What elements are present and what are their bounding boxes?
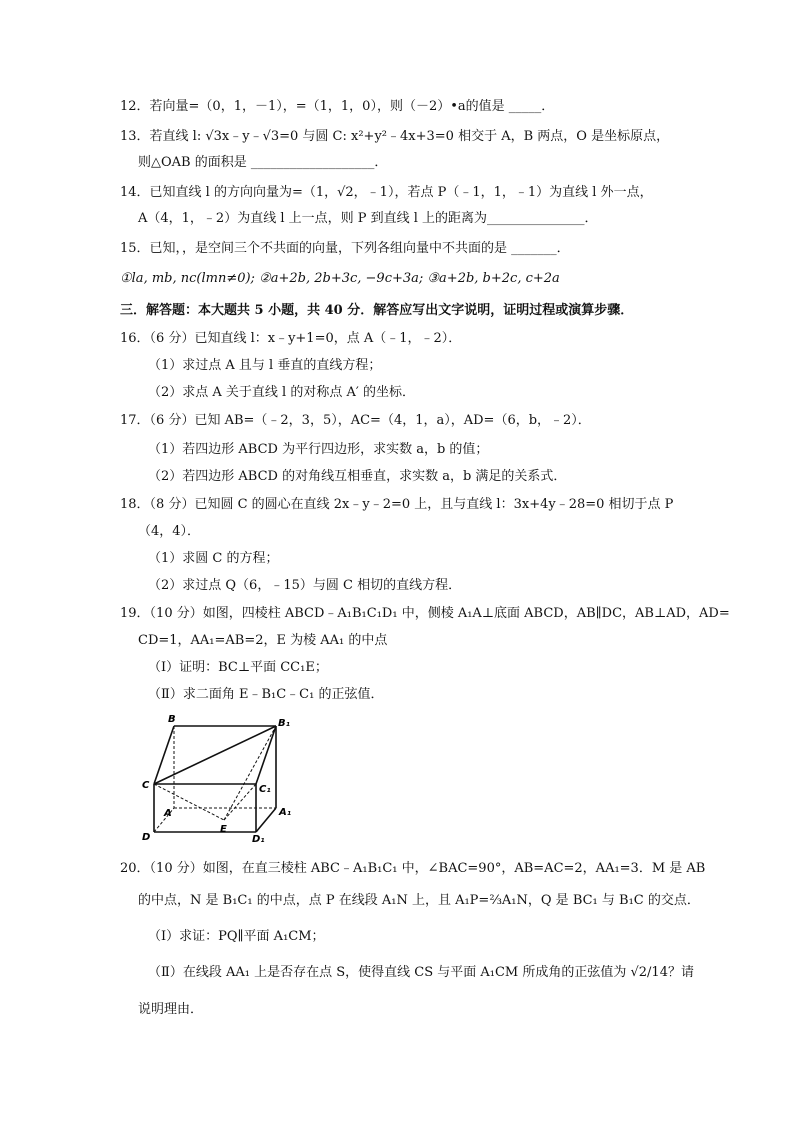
question-19-line1: 19．（10 分）如图，四棱柱 ABCD﹣A₁B₁C₁D₁ 中，侧棱 A₁A⊥底面 ABCD，AB∥DC，AB⊥AD，AD= — [120, 606, 730, 621]
question-18-line2: （4，4）． — [138, 524, 201, 539]
label-D: D — [142, 832, 151, 843]
question-13-line2: 则△OAB 的面积是 ___________________． — [138, 155, 388, 170]
question-15-options: ①la, mb, nc(lmn≠0); ②a+2b, 2b+3c, −9c+3a; ③a+2b, b+2c, c+2a — [120, 271, 560, 286]
label-A: A — [164, 808, 172, 819]
question-16: 16．（6 分）已知直线 l：x﹣y+1=0，点 A（﹣1，﹣2）． — [120, 331, 462, 346]
question-17-part2: （2）若四边形 ABCD 的对角线互相垂直，求实数 a，b 满足的关系式． — [148, 469, 567, 484]
question-18-line1: 18．（8 分）已知圆 C 的圆心在直线 2x﹣y﹣2=0 上，且与直线 l：3x+4y﹣28=0 相切于点 P — [120, 497, 674, 512]
edge-d1-a1 — [256, 808, 276, 832]
label-B: B — [168, 714, 176, 725]
question-14-line2: A（4，1，﹣2）为直线 l 上一点，则 P 到直线 l 上的距离为_______________． — [138, 211, 598, 226]
question-15: 15．已知，，是空间三个不共面的向量，下列各组向量中不共面的是 _______． — [120, 241, 570, 256]
label-A1: A₁ — [279, 807, 292, 818]
label-C: C — [142, 780, 150, 791]
question-12: 12．若向量=（0，1，－1），=（1，1，0），则（－2）•a的值是 _____． — [120, 99, 555, 114]
question-20-part1: （Ⅰ）求证：PQ∥平面 A₁CM； — [148, 929, 325, 944]
edge-e-c1-hidden — [224, 784, 256, 820]
question-16-part2: （2）求点 A 关于直线 l 的对称点 A′ 的坐标． — [148, 385, 415, 400]
question-20-line3: 说明理由． — [138, 1002, 204, 1017]
question-19-part2: （Ⅱ）求二面角 E﹣B₁C﹣C₁ 的正弦值． — [148, 687, 384, 702]
question-19-line2: CD=1，AA₁=AB=2，E 为棱 AA₁ 的中点 — [138, 633, 388, 648]
question-20-line2: 的中点，N 是 B₁C₁ 的中点，点 P 在线段 A₁N 上，且 A₁P=⅔A₁N，Q 是 BC₁ 与 B₁C 的交点． — [138, 893, 700, 908]
edge-e-b1-hidden — [224, 726, 276, 820]
label-B1: B₁ — [278, 718, 291, 729]
question-17-part1: （1）若四边形 ABCD 为平行四边形，求实数 a，b 的值； — [148, 442, 489, 457]
question-13-line1: 13．若直线 l: √3x﹣y﹣√3=0 与圆 C: x²+y²﹣4x+3=0 相交于 A，B 两点，O 是坐标原点， — [120, 129, 670, 144]
question-20-part2: （Ⅱ）在线段 AA₁ 上是否存在点 S，使得直线 CS 与平面 A₁CM 所成角的正弦值为 √2/14？请 — [148, 965, 694, 980]
section-3-heading: 三．解答题：本大题共 5 小题，共 40 分．解答应写出文字说明，证明过程或演算步骤． — [120, 303, 634, 318]
question-16-part1: （1）求过点 A 且与 l 垂直的直线方程； — [148, 358, 382, 373]
question-18-part2: （2）求过点 Q（6，﹣15）与圆 C 相切的直线方程． — [148, 578, 462, 593]
question-18-part1: （1）求圆 C 的方程； — [148, 551, 279, 566]
label-C1: C₁ — [259, 784, 271, 795]
label-D1: D₁ — [252, 834, 265, 844]
question-14-line1: 14．已知直线 l 的方向向量为=（1，√2，﹣1），若点 P（﹣1，1，﹣1）为直线 l 外一点， — [120, 185, 653, 200]
edge-c-b1 — [154, 726, 276, 784]
prism-figure — [138, 712, 298, 844]
label-E: E — [220, 824, 227, 835]
question-20-line1: 20．（10 分）如图，在直三棱柱 ABC﹣A₁B₁C₁ 中，∠BAC=90°，AB=AC=2，AA₁=3．M 是 AB — [120, 861, 706, 876]
question-17: 17．（6 分）已知 AB=（﹣2，3，5），AC=（4，1，a），AD=（6，b，﹣2）． — [120, 413, 591, 428]
question-19-part1: （Ⅰ）证明：BC⊥平面 CC₁E； — [148, 660, 328, 675]
